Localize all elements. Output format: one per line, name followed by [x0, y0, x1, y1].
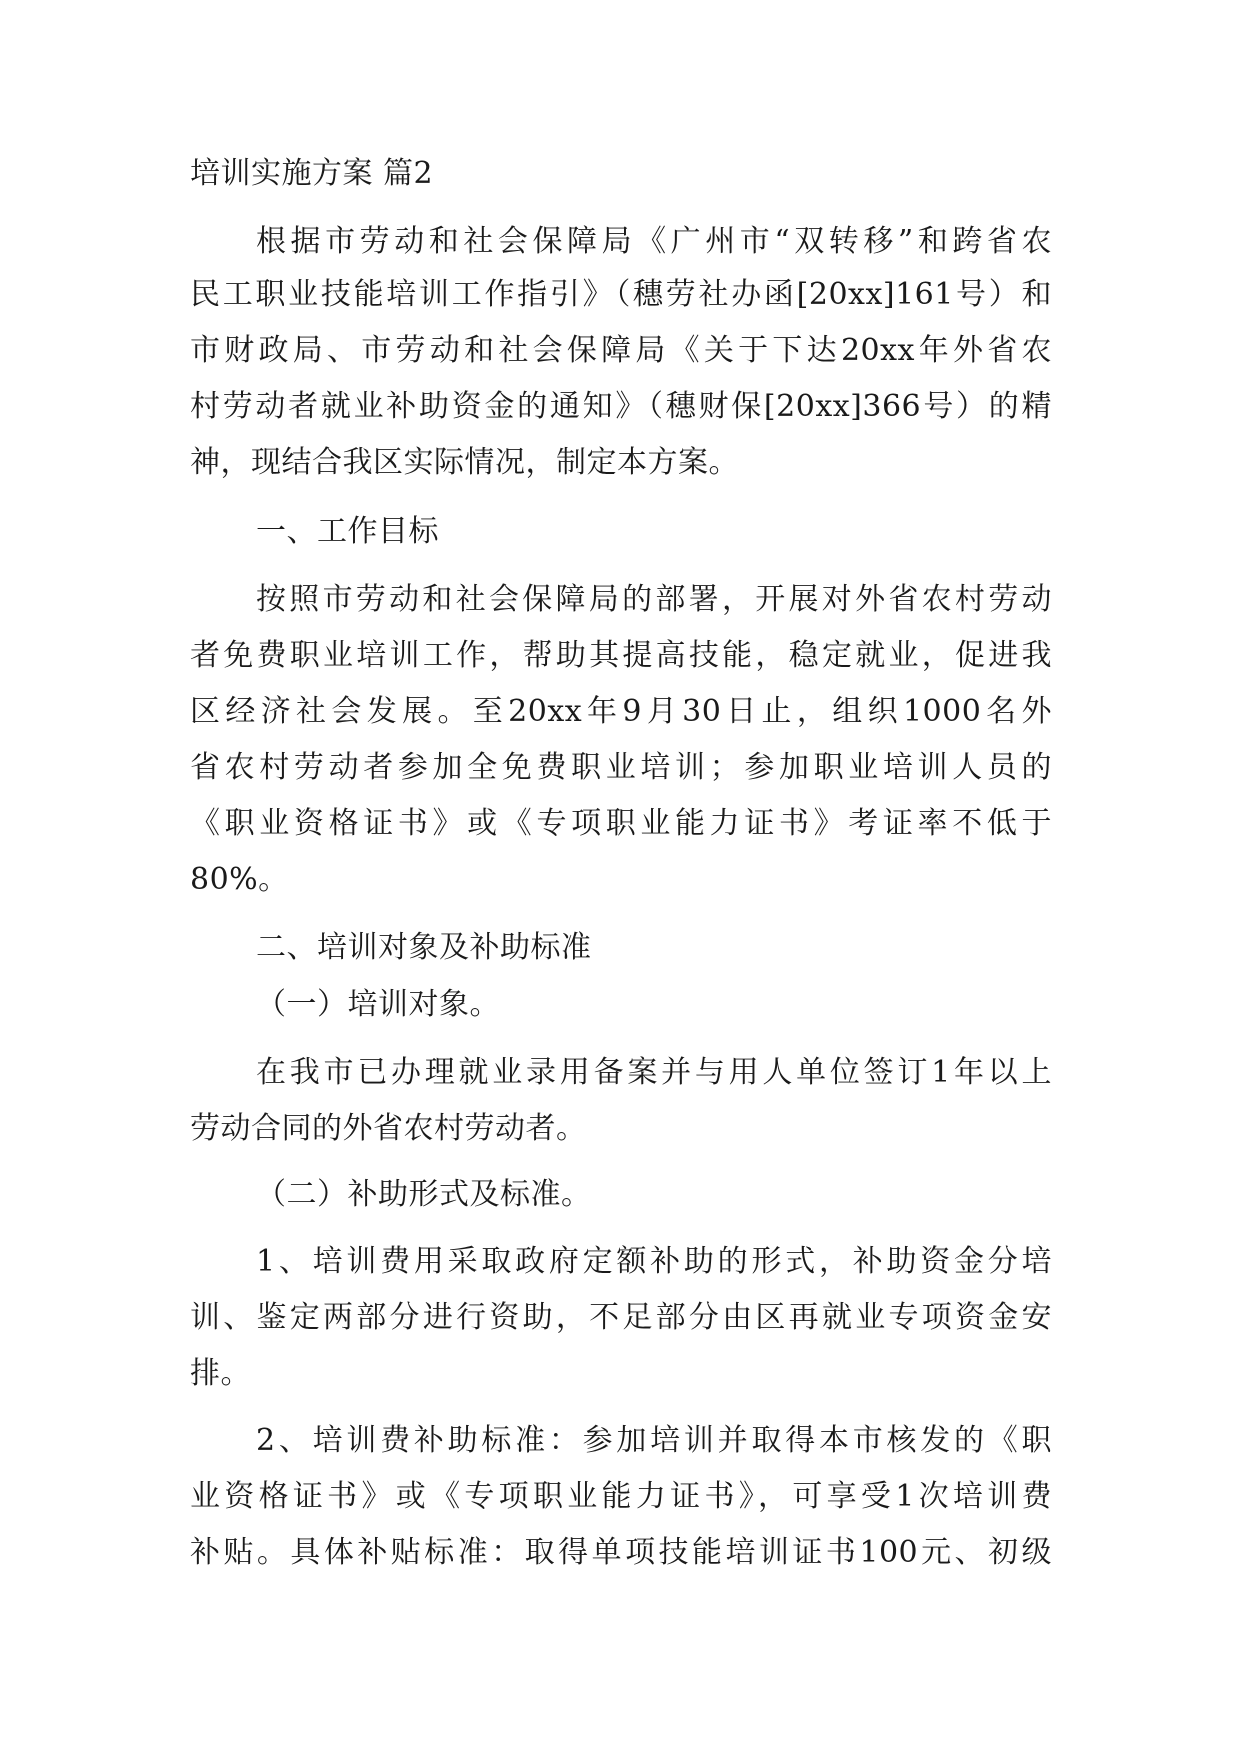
section-2-1-title: （一）培训对象。 [256, 987, 500, 1022]
section-2-1-line-1: 在我市已办理就业录用备案并与用人单位签订1年以上 [256, 1055, 1052, 1090]
section-2-1-line-2: 劳动合同的外省农村劳动者。 [190, 1111, 587, 1146]
section-1-line-4: 省农村劳动者参加全免费职业培训；参加职业培训人员的 [190, 750, 1052, 785]
section-1-line-2: 者免费职业培训工作，帮助其提高技能，稳定就业，促进我 [190, 638, 1052, 673]
section-1-line-1: 按照市劳动和社会保障局的部署，开展对外省农村劳动 [256, 582, 1052, 617]
intro-line-1: 根据市劳动和社会保障局《广州市“双转移”和跨省农 [256, 224, 1052, 259]
item-1-line-3: 排。 [190, 1356, 251, 1391]
item-2-line-3: 补贴。具体补贴标准：取得单项技能培训证书100元、初级 [190, 1535, 1052, 1570]
item-2-line-2: 业资格证书》或《专项职业能力证书》，可享受1次培训费 [190, 1479, 1052, 1514]
item-1-line-2: 训、鉴定两部分进行资助，不足部分由区再就业专项资金安 [190, 1300, 1052, 1335]
item-1-line-1: 1、培训费用采取政府定额补助的形式，补助资金分培 [256, 1244, 1052, 1279]
section-2-title: 二、培训对象及补助标准 [256, 930, 592, 965]
section-1-line-6: 80%。 [190, 862, 289, 897]
section-1-line-5: 《职业资格证书》或《专项职业能力证书》考证率不低于 [190, 806, 1052, 841]
document-heading: 培训实施方案 篇2 [190, 156, 434, 191]
section-2-2-title: （二）补助形式及标准。 [256, 1177, 592, 1212]
item-2-line-1: 2、培训费补助标准：参加培训并取得本市核发的《职 [256, 1423, 1052, 1458]
intro-line-5: 神，现结合我区实际情况，制定本方案。 [190, 445, 739, 480]
intro-line-2: 民工职业技能培训工作指引》（穗劳社办函[20xx]161号）和 [190, 277, 1052, 312]
section-1-line-3: 区经济社会发展。至20xx年9月30日止，组织1000名外 [190, 694, 1052, 729]
intro-line-4: 村劳动者就业补助资金的通知》（穗财保[20xx]366号）的精 [190, 389, 1052, 424]
section-1-title: 一、工作目标 [256, 514, 439, 549]
intro-line-3: 市财政局、市劳动和社会保障局《关于下达20xx年外省农 [190, 333, 1052, 368]
